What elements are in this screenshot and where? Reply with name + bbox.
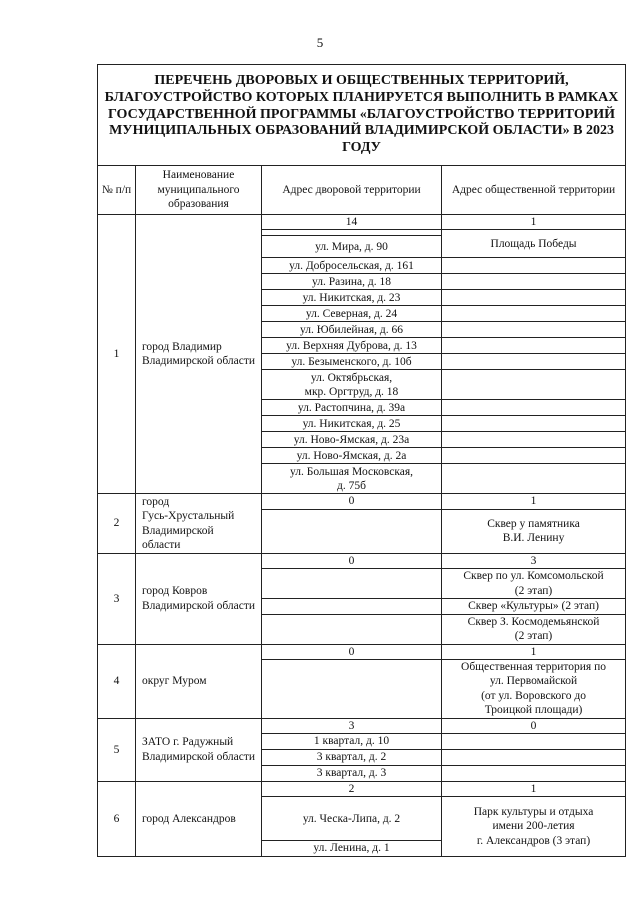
public-territory: Общественная территория по ул. Первомайской (от ул. Воровского до Троицкой площади) <box>442 660 626 719</box>
yard-address: ул. Юбилейная, д. 66 <box>262 322 442 338</box>
municipality-name: город Александров <box>136 781 262 856</box>
yard-address: ул. Ново-Ямская, д. 2а <box>262 448 442 464</box>
yard-count: 14 <box>262 215 442 230</box>
municipality-name: ЗАТО г. Радужный Владимирской области <box>136 718 262 781</box>
document-title: ПЕРЕЧЕНЬ ДВОРОВЫХ И ОБЩЕСТВЕННЫХ ТЕРРИТОРИЙ, БЛАГОУСТРОЙСТВО КОТОРЫХ ПЛАНИРУЕТСЯ ВЫПОЛНИТЬ В РАМКАХ ГОСУДАРСТВЕННОЙ ПРОГРАММЫ «БЛАГОУСТРОЙСТВО ТЕРРИТОРИЙ МУНИЦИПАЛЬНЫХ ОБРАЗОВАНИЙ ВЛАДИМИРСКОЙ ОБЛАСТИ» В 2023 ГОДУ <box>98 65 626 166</box>
yard-address: ул. Октябрьская, мкр. Оргтруд, д. 18 <box>262 370 442 400</box>
row-number: 2 <box>98 494 136 553</box>
public-count: 1 <box>442 644 626 659</box>
public-count: 1 <box>442 215 626 230</box>
municipality-name: город Ковров Владимирской области <box>136 553 262 644</box>
yard-address: ул. Безыменского, д. 10б <box>262 354 442 370</box>
yard-address: ул. Мира, д. 90 <box>262 236 442 258</box>
table-row <box>98 215 626 230</box>
yard-count: 2 <box>262 781 442 796</box>
public-territory: Площадь Победы <box>442 230 626 258</box>
header-num: № п/п <box>98 166 136 215</box>
municipality-name: город Гусь-Хрустальный Владимирской области <box>136 494 262 553</box>
table-header-row <box>98 166 626 215</box>
yard-address: 1 квартал, д. 10 <box>262 733 442 749</box>
table-row <box>98 718 626 733</box>
yard-address: 3 квартал, д. 2 <box>262 749 442 765</box>
public-territory: Парк культуры и отдыха имени 200-летия г. Александров (3 этап) <box>442 797 626 856</box>
yard-address: ул. Разина, д. 18 <box>262 274 442 290</box>
public-territory: Сквер «Культуры» (2 этап) <box>442 598 626 614</box>
row-number: 4 <box>98 644 136 718</box>
yard-count: 3 <box>262 718 442 733</box>
yard-address: ул. Верхняя Дуброва, д. 13 <box>262 338 442 354</box>
territories-table <box>97 64 626 857</box>
table-row <box>98 553 626 568</box>
table-row <box>98 494 626 509</box>
yard-address: ул. Ленина, д. 1 <box>262 841 442 856</box>
municipality-name: город Владимир Владимирской области <box>136 215 262 494</box>
yard-address: ул. Ческа-Липа, д. 2 <box>262 797 442 841</box>
yard-count: 0 <box>262 494 442 509</box>
row-number: 1 <box>98 215 136 494</box>
yard-address: ул. Никитская, д. 23 <box>262 290 442 306</box>
row-number: 6 <box>98 781 136 856</box>
page-number: 5 <box>316 35 324 50</box>
header-municipality: Наименование муниципального образования <box>136 166 262 215</box>
yard-address: ул. Никитская, д. 25 <box>262 416 442 432</box>
public-territory: Сквер у памятника В.И. Ленину <box>442 509 626 553</box>
public-count: 1 <box>442 494 626 509</box>
municipality-name: округ Муром <box>136 644 262 718</box>
yard-address: 3 квартал, д. 3 <box>262 765 442 781</box>
yard-count: 0 <box>262 553 442 568</box>
yard-address: ул. Северная, д. 24 <box>262 306 442 322</box>
row-number: 3 <box>98 553 136 644</box>
public-territory: Сквер по ул. Комсомольской (2 этап) <box>442 569 626 599</box>
public-territory: Сквер З. Космодемьянской (2 этап) <box>442 614 626 644</box>
public-count: 0 <box>442 718 626 733</box>
header-yard: Адрес дворовой территории <box>262 166 442 215</box>
yard-count: 0 <box>262 644 442 659</box>
yard-address: ул. Добросельская, д. 161 <box>262 258 442 274</box>
public-count: 3 <box>442 553 626 568</box>
yard-address: ул. Растопчина, д. 39а <box>262 400 442 416</box>
table-row <box>98 781 626 796</box>
yard-address: ул. Большая Московская, д. 75б <box>262 464 442 494</box>
yard-address: ул. Ново-Ямская, д. 23а <box>262 432 442 448</box>
row-number: 5 <box>98 718 136 781</box>
header-public: Адрес общественной территории <box>442 166 626 215</box>
public-count: 1 <box>442 781 626 796</box>
table-row <box>98 644 626 659</box>
